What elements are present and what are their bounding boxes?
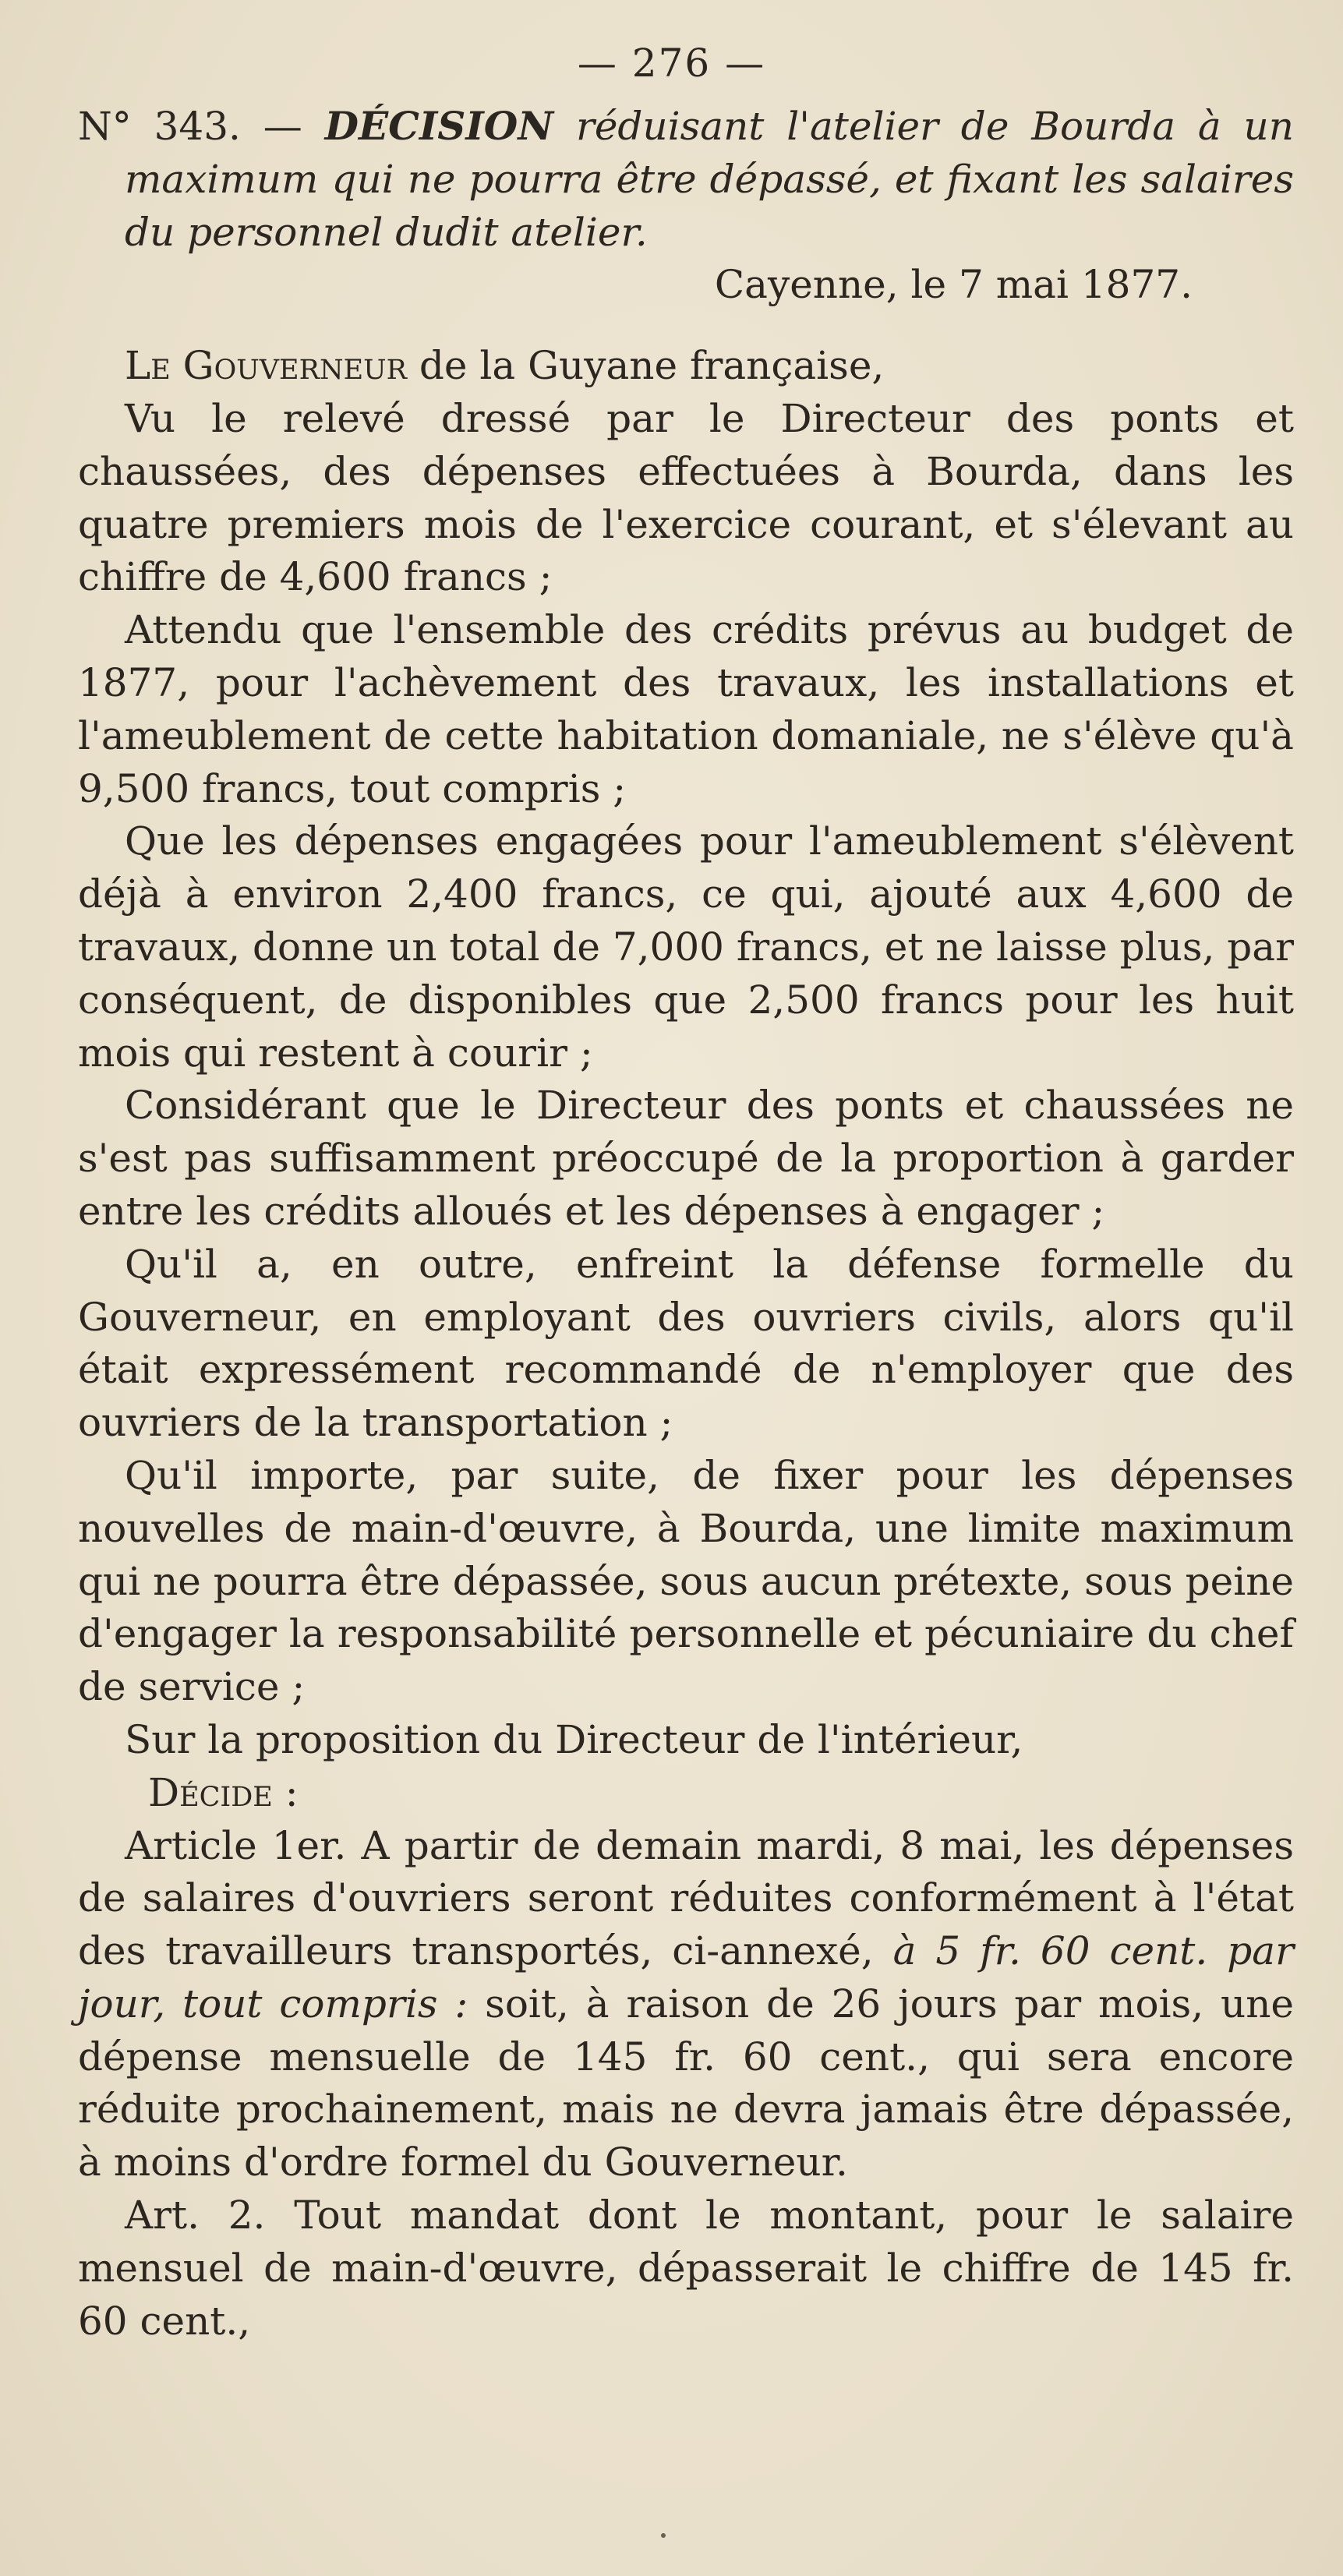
decision-subject: réduisant l'atelier de Bourda à un maximum qui ne pourra être dépassé, et fixant les salaires du personnel dudit atelier. bbox=[125, 104, 1294, 255]
paragraph-considerant: Considérant que le Directeur des ponts et chaussées ne s'est pas suffisamment préoccupé de la proportion à garder entre les crédits alloués et les dépenses à engager ; bbox=[78, 1083, 1294, 1234]
decision-title: DÉCISION bbox=[324, 103, 554, 149]
ink-speck bbox=[661, 2533, 666, 2538]
dateline: Cayenne, le 7 mai 1877. bbox=[714, 262, 1193, 308]
article-2: Art. 2. Tout mandat dont le montant, pour le salaire mensuel de main-d'œuvre, dépasserait le chiffre de 145 fr. 60 cent., bbox=[78, 2193, 1294, 2344]
paragraph-que: Que les dépenses engagées pour l'ameublement s'élèvent déjà à environ 2,400 francs, ce qui, ajouté aux 4,600 de travaux, donne un total de 7,000 francs, et ne laisse plus, par conséquent, de disponibles que 2,500 francs pour les huit mois qui restent à courir ; bbox=[78, 818, 1294, 1076]
page-number: — 276 — bbox=[577, 41, 766, 86]
paragraph-quil-importe: Qu'il importe, par suite, de fixer pour les dépenses nouvelles de main-d'œuvre, à Bourda, une limite maximum qui ne pourra être dépassée, sous aucun prétexte, sous peine d'engager la responsabilité personnelle et pécuniaire du chef de service ; bbox=[78, 1452, 1294, 1710]
article-1-part-b: à 5 fr. 60 cent. par jour, tout compris : bbox=[78, 1928, 1294, 2027]
article-1-part-a: Article 1er. A partir de demain mardi, 8 mai, les dépenses de salaires d'ouvriers seront réduites conformément à l'état des travailleurs transportés, ci-annexé, bbox=[78, 1822, 1294, 1974]
paragraph-quil-a: Qu'il a, en outre, enfreint la défense formelle du Gouverneur, en employant des ouvriers civils, alors qu'il était expressément recommandé de n'employer que des ouvriers de la transportation ; bbox=[78, 1241, 1294, 1446]
body-text bbox=[78, 100, 1294, 2348]
article-1-part-c: soit, à raison de 26 jours par mois, une dépense mensuelle de 145 fr. 60 cent., qui sera encore réduite prochainement, mais ne devra jamais être dépassée, à moins d'ordre formel du Gouverneur. bbox=[78, 1981, 1294, 2186]
governor-line bbox=[78, 340, 1294, 393]
paragraph-proposition: Sur la proposition du Directeur de l'intérieur, bbox=[125, 1716, 1023, 1762]
governor-rest: de la Guyane française, bbox=[406, 343, 885, 389]
decision-number: N° 343. — bbox=[78, 104, 302, 149]
governor-title: Le Gouverneur bbox=[125, 343, 407, 389]
paragraph-attendu: Attendu que l'ensemble des crédits prévus au budget de 1877, pour l'achèvement des travaux, les installations et l'ameublement de cette habitation domaniale, ne s'élève qu'à 9,500 francs, tout compris ; bbox=[78, 607, 1294, 811]
decide-heading: Décide : bbox=[148, 1769, 299, 1815]
article-1 bbox=[78, 1820, 1294, 2190]
paragraph-vu: Vu le relevé dressé par le Directeur des ponts et chaussées, des dépenses effectuées à Bourda, dans les quatre premiers mois de l'exercice courant, et s'élevant au chiffre de 4,600 francs ; bbox=[78, 395, 1294, 600]
decision-heading bbox=[78, 100, 1294, 259]
